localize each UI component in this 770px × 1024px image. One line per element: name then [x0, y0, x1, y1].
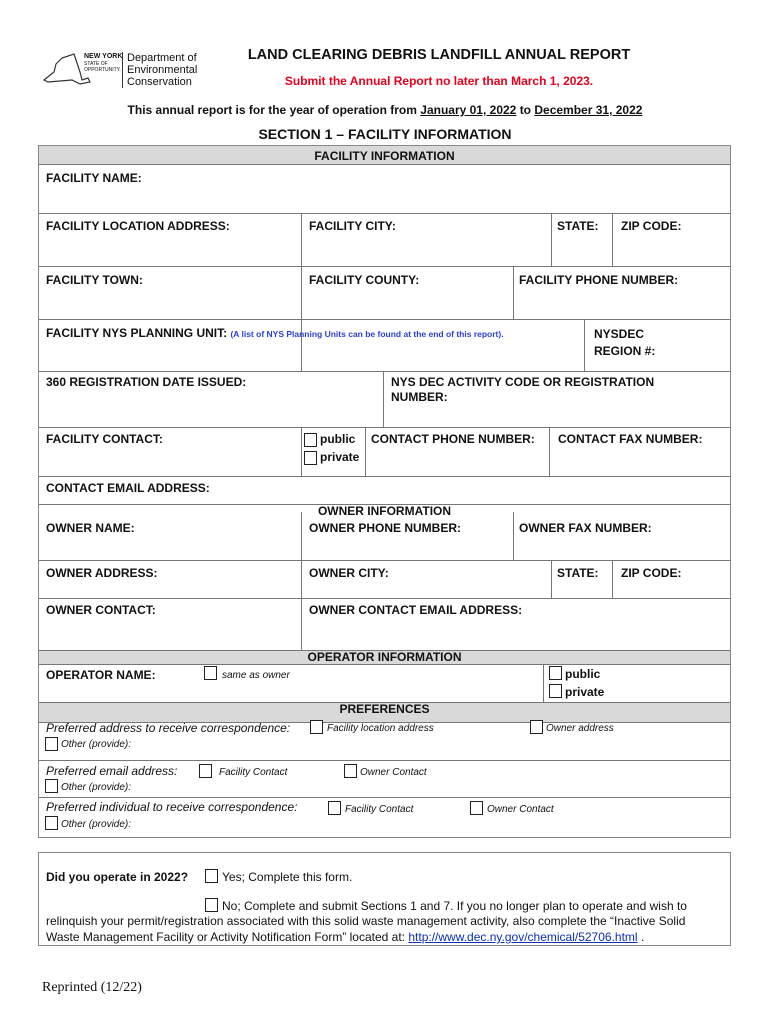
operator-public-label: public	[565, 667, 601, 681]
logo-state-name: NEW YORK	[84, 53, 123, 60]
facility-location-address-label: FACILITY LOCATION ADDRESS:	[46, 219, 230, 233]
planning-unit-note: (A list of NYS Planning Units can be found at the end of this report).	[230, 329, 504, 339]
pref-email-facility-contact-checkbox[interactable]	[199, 764, 212, 778]
preferences-header: PREFERENCES	[339, 702, 430, 716]
owner-address-label: OWNER ADDRESS:	[46, 566, 158, 580]
operator-public-checkbox[interactable]	[549, 666, 562, 680]
facility-contact-label: FACILITY CONTACT:	[46, 432, 163, 446]
contact-phone-label: CONTACT PHONE NUMBER:	[371, 432, 535, 446]
facility-public-checkbox[interactable]	[304, 433, 317, 447]
pref-other2-checkbox[interactable]	[45, 779, 58, 793]
owner-state-label: STATE:	[557, 566, 599, 580]
operator-private-checkbox[interactable]	[549, 684, 562, 698]
logo-dept-line1: Department of	[127, 52, 197, 64]
facility-private-label: private	[320, 450, 360, 464]
same-as-owner-label: same as owner	[222, 670, 290, 681]
facility-name-field[interactable]	[39, 165, 730, 213]
operation-status-box	[38, 852, 731, 946]
facility-county-label: FACILITY COUNTY:	[309, 273, 420, 287]
pref-email-question: Preferred email address:	[46, 764, 178, 778]
report-period: This annual report is for the year of operation from January 01, 2022 to December 31, 2022	[127, 103, 643, 117]
pref-other1-checkbox[interactable]	[45, 737, 58, 751]
deadline-notice: Submit the Annual Report no later than March 1, 2023.	[284, 74, 594, 88]
pref-facility-location-label: Facility location address	[327, 723, 434, 734]
section-title: SECTION 1 – FACILITY INFORMATION	[258, 126, 512, 142]
pref-facility-location-checkbox[interactable]	[310, 720, 323, 734]
operate-yes-checkbox[interactable]	[205, 869, 218, 883]
owner-fax-label: OWNER FAX NUMBER:	[519, 521, 652, 535]
registration-date-label: 360 REGISTRATION DATE ISSUED:	[46, 375, 247, 389]
operate-question: Did you operate in 2022?	[46, 870, 189, 884]
pref-email-facility-contact-label: Facility Contact	[219, 767, 288, 778]
owner-contact-email-label: OWNER CONTACT EMAIL ADDRESS:	[309, 603, 523, 617]
pref-email-owner-contact-label: Owner Contact	[360, 767, 427, 778]
owner-info-header: OWNER INFORMATION	[317, 504, 452, 518]
pref-individual-question: Preferred individual to receive correspondence:	[46, 800, 298, 814]
pref-other1-label: Other (provide):	[61, 739, 132, 750]
owner-phone-label: OWNER PHONE NUMBER:	[309, 521, 461, 535]
nys-logo	[40, 50, 200, 92]
pref-individual-owner-contact-checkbox[interactable]	[470, 801, 483, 815]
period-start: January 01, 2022	[420, 103, 517, 117]
facility-public-label: public	[320, 432, 356, 446]
owner-city-label: OWNER CITY:	[309, 566, 389, 580]
facility-info-header: FACILITY INFORMATION	[314, 149, 455, 163]
pref-other3-checkbox[interactable]	[45, 816, 58, 830]
facility-city-label: FACILITY CITY:	[309, 219, 396, 233]
activity-code-label: NYS DEC ACTIVITY CODE OR REGISTRATION NUMBER:	[391, 375, 655, 404]
same-as-owner-checkbox[interactable]	[204, 666, 217, 680]
operator-name-label: OPERATOR NAME:	[46, 668, 156, 682]
operate-no-line1: No; Complete and submit Sections 1 and 7. If you no longer plan to operate and wish to	[222, 899, 687, 913]
pref-other2-label: Other (provide):	[61, 782, 132, 793]
pref-other3-label: Other (provide):	[61, 819, 132, 830]
pref-email-owner-contact-checkbox[interactable]	[344, 764, 357, 778]
facility-private-checkbox[interactable]	[304, 451, 317, 465]
reprint-footer: Reprinted (12/22)	[42, 980, 142, 995]
planning-unit-label: FACILITY NYS PLANNING UNIT: (A list of NYS Planning Units can be found at the end of this report).	[46, 326, 504, 340]
operate-no-line3: Waste Management Facility or Activity Notification Form” located at: http://www.dec.ny.gov/chemical/52706.html .	[46, 930, 645, 944]
period-end: December 31, 2022	[534, 103, 643, 117]
pref-owner-address-label: Owner address	[546, 723, 614, 734]
pref-address-question: Preferred address to receive correspondence:	[46, 721, 291, 735]
pref-individual-facility-contact-checkbox[interactable]	[328, 801, 341, 815]
facility-zip-label: ZIP CODE:	[621, 219, 682, 233]
nysdec-region-label: NYSDEC REGION #:	[594, 327, 656, 358]
owner-contact-label: OWNER CONTACT:	[46, 603, 156, 617]
logo-state-sub1: STATE OF	[84, 61, 108, 67]
owner-zip-label: ZIP CODE:	[621, 566, 682, 580]
operator-private-label: private	[565, 685, 605, 699]
notification-form-link[interactable]: http://www.dec.ny.gov/chemical/52706.html	[408, 930, 638, 944]
facility-state-label: STATE:	[557, 219, 599, 233]
operate-no-line2: relinquish your permit/registration associated with this solid waste management activity, also complete the “Inactive Solid	[46, 914, 686, 928]
contact-fax-label: CONTACT FAX NUMBER:	[558, 432, 703, 446]
operate-no-checkbox[interactable]	[205, 898, 218, 912]
pref-individual-owner-contact-label: Owner Contact	[487, 804, 554, 815]
operator-info-header: OPERATOR INFORMATION	[307, 650, 462, 664]
owner-name-label: OWNER NAME:	[46, 521, 135, 535]
facility-town-label: FACILITY TOWN:	[46, 273, 143, 287]
facility-form	[38, 145, 731, 838]
facility-phone-label: FACILITY PHONE NUMBER:	[519, 273, 679, 287]
pref-owner-address-checkbox[interactable]	[530, 720, 543, 734]
logo-dept-line3: Conservation	[127, 76, 192, 88]
report-title: LAND CLEARING DEBRIS LANDFILL ANNUAL REPORT	[247, 47, 631, 63]
logo-dept-line2: Environmental	[127, 64, 198, 76]
pref-individual-facility-contact-label: Facility Contact	[345, 804, 414, 815]
contact-email-label: CONTACT EMAIL ADDRESS:	[46, 481, 210, 495]
logo-state-sub2: OPPORTUNITY.	[84, 67, 121, 73]
operate-yes-label: Yes; Complete this form.	[222, 870, 353, 884]
facility-name-label: FACILITY NAME:	[46, 171, 142, 185]
